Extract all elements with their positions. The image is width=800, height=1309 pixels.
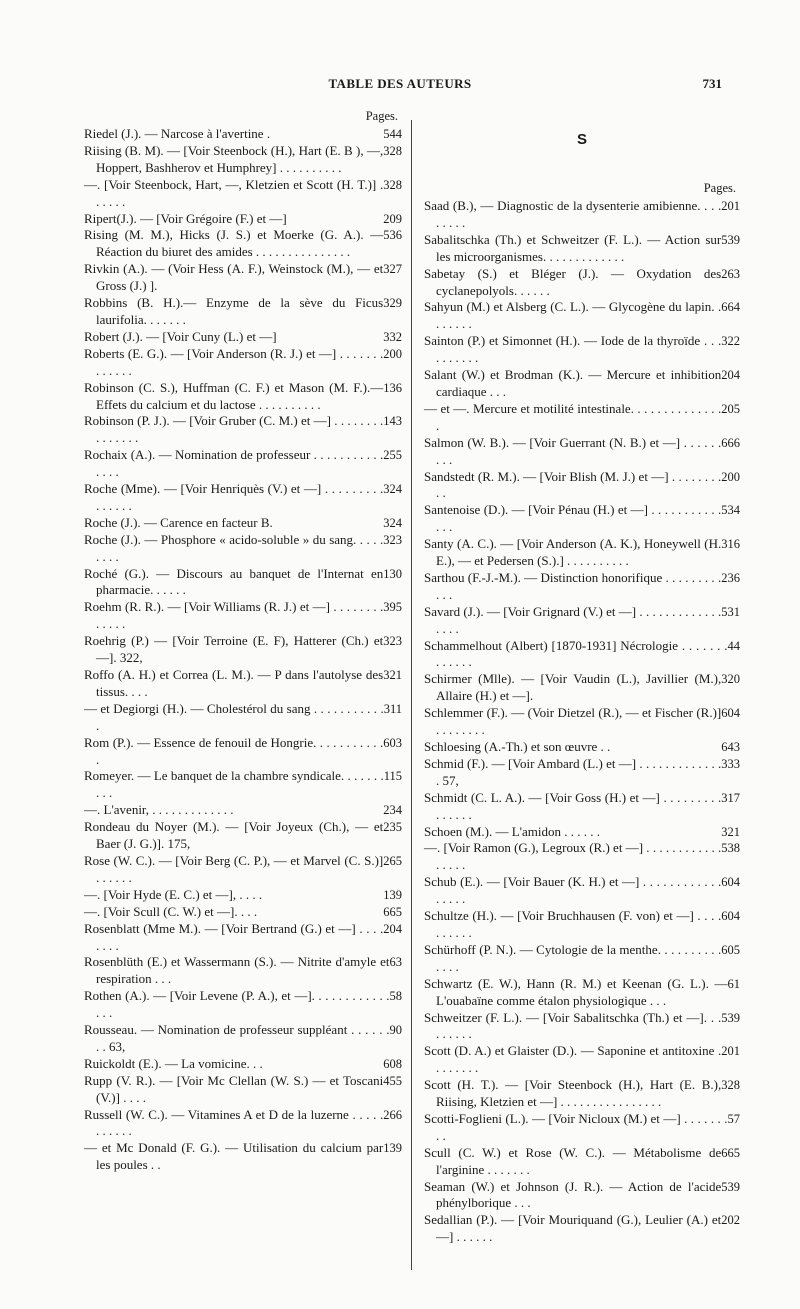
- entry-text: Sedallian (P.). — [Voir Mouriquand (G.), Leulier (A.) et —] . . . . . .: [424, 1212, 722, 1245]
- index-entry: [84, 413, 402, 447]
- entry-page: 63: [389, 955, 402, 970]
- index-entry: [84, 1073, 402, 1107]
- entry-page: 201: [721, 1044, 740, 1059]
- entry-text: —. [Voir Hyde (E. C.) et —], . . . .: [84, 886, 263, 902]
- entry-text: Sainton (P.) et Simonnet (H.). — Iode de la thyroïde . . . . . . . . . .: [424, 333, 722, 366]
- index-entry: [84, 126, 402, 143]
- page-number: 731: [702, 76, 722, 91]
- entry-page: 57: [727, 1111, 740, 1126]
- entry-page: 209: [383, 211, 402, 226]
- index-entry: [84, 701, 402, 735]
- index-entry: [84, 1056, 402, 1073]
- entry-text: Schürhoff (P. N.). — Cytologie de la menthe. . . . . . . . . . . . . .: [424, 941, 722, 974]
- index-entry: [84, 143, 402, 177]
- entry-page: 455: [383, 1073, 402, 1088]
- index-entry: [424, 299, 740, 333]
- index-entry: [84, 599, 402, 633]
- entry-page: 539: [721, 1179, 740, 1194]
- entry-text: Schmidt (C. L. A.). — [Voir Goss (H.) et —] . . . . . . . . . . . . . . .: [424, 789, 722, 822]
- entry-page: 322: [721, 334, 740, 349]
- index-entry: [424, 1043, 740, 1077]
- entry-page: 321: [383, 668, 402, 682]
- entry-page: 130: [383, 566, 402, 581]
- entry-text: Romeyer. — Le banquet de la chambre syndicale. . . . . . . . . .: [84, 768, 384, 801]
- entry-text: Schirmer (Mlle). — [Voir Vaudin (L.), Javillier (M.), Allaire (H.) et —].: [424, 671, 722, 704]
- index-entry: [84, 295, 402, 329]
- index-entry: [84, 532, 402, 566]
- entry-page: 664: [721, 300, 740, 315]
- entry-text: — et Mc Donald (F. G.). — Utilisation du calcium par les poules . .: [84, 1140, 384, 1173]
- entry-page: 665: [721, 1145, 740, 1160]
- right-entry-list: [424, 198, 740, 1246]
- entry-text: Roché (G.). — Discours au banquet de l'Internat en pharmacie. . . . . .: [84, 565, 384, 598]
- index-entry: [84, 177, 402, 211]
- entry-page: 539: [721, 232, 740, 247]
- entry-text: Roffo (A. H.) et Correa (L. M.). — P dans l'autolyse des tissus. . . .: [84, 667, 384, 699]
- index-entry: [84, 227, 402, 261]
- entry-page: 538: [721, 841, 740, 856]
- index-entry: [84, 954, 402, 988]
- index-entry: [424, 435, 740, 469]
- index-entry: [84, 481, 402, 515]
- entry-page: 604: [721, 875, 740, 890]
- entry-text: Riising (B. M). — [Voir Steenbock (H.), Hart (E. B ), —, Hoppert, Bashherov et Humphrey] . . . . . . . . . .: [84, 142, 384, 175]
- index-entry: [424, 1145, 740, 1179]
- entry-text: Rupp (V. R.). — [Voir Mc Clellan (W. S.) — et Toscani (V.)] . . . .: [84, 1072, 384, 1105]
- entry-text: Robinson (P. J.). — [Voir Gruber (C. M.) et —] . . . . . . . . . . . . . . .: [84, 413, 384, 446]
- entry-page: 321: [721, 824, 740, 839]
- index-entry: [424, 333, 740, 367]
- entry-text: Schloesing (A.-Th.) et son œuvre . .: [424, 739, 611, 754]
- entry-page: 605: [721, 942, 740, 957]
- entry-text: Rose (W. C.). — [Voir Berg (C. P.), — et Marvel (C. S.)] . . . . . .: [84, 852, 384, 885]
- entry-page: 320: [721, 672, 740, 687]
- index-entry: [84, 887, 402, 904]
- entry-page: 316: [721, 537, 740, 552]
- index-entry: [424, 604, 740, 638]
- index-entry: [424, 874, 740, 908]
- entry-page: 604: [721, 909, 740, 924]
- entry-page: 200: [721, 469, 740, 484]
- entry-page: 333: [721, 756, 740, 771]
- index-entry: [424, 1111, 740, 1145]
- entry-page: 666: [721, 435, 740, 450]
- index-entry: [424, 739, 740, 756]
- entry-text: Schmid (F.). — [Voir Ambard (L.) et —] . . . . . . . . . . . . . . 57,: [424, 755, 722, 788]
- entry-page: 115: [383, 769, 402, 784]
- entry-page: 90: [389, 1023, 402, 1038]
- index-entry: [84, 802, 402, 819]
- entry-page: 235: [383, 820, 402, 835]
- entry-page: 44: [727, 638, 740, 653]
- entry-text: Scott (D. A.) et Glaister (D.). — Saponine et antitoxine . . . . . . . .: [424, 1043, 722, 1076]
- index-entry: [424, 908, 740, 942]
- index-entry: [424, 401, 740, 435]
- entry-text: —. [Voir Scull (C. W.) et —]. . . .: [84, 903, 258, 919]
- entry-page: 202: [721, 1213, 740, 1228]
- entry-text: Santy (A. C.). — [Voir Anderson (A. K.), Honeywell (H. E.), — et Pedersen (S.).] . . . . . . . . . .: [424, 536, 722, 569]
- index-entry: [84, 566, 402, 600]
- entry-page: 234: [383, 803, 402, 818]
- pages-label: Pages.: [365, 109, 398, 123]
- entry-page: 544: [383, 127, 402, 141]
- index-entry: [84, 768, 402, 802]
- entry-page: 255: [383, 448, 402, 463]
- entry-page: 531: [721, 604, 740, 619]
- index-entry: [84, 633, 402, 667]
- entry-text: Rivkin (A.). — (Voir Hess (A. F.), Weinstock (M.), — et Gross (J.) ].: [84, 261, 384, 294]
- entry-page: 324: [383, 515, 402, 530]
- entry-page: 205: [721, 401, 740, 416]
- index-entry: [424, 790, 740, 824]
- entry-text: Rosenblüth (E.) et Wassermann (S.). — Nitrite d'amyle et respiration . . .: [84, 954, 390, 987]
- entry-page: 311: [383, 701, 402, 716]
- entry-page: 603: [383, 735, 402, 750]
- entry-page: 204: [383, 921, 402, 936]
- index-entry: [424, 1179, 740, 1213]
- index-entry: [424, 840, 740, 874]
- entry-page: 328: [383, 177, 402, 192]
- entry-text: —. L'avenir, . . . . . . . . . . . . .: [84, 802, 234, 818]
- entry-text: Santenoise (D.). — [Voir Pénau (H.) et —] . . . . . . . . . . . . . .: [424, 502, 722, 535]
- entry-text: Scull (C. W.) et Rose (W. C.). — Métabolisme de l'arginine . . . . . . .: [424, 1144, 722, 1177]
- entry-text: Schweitzer (F. L.). — [Voir Sabalitschka (Th.) et —]. . . . . . . . .: [424, 1009, 722, 1042]
- entry-text: Roche (J.). — Phosphore « acido-soluble » du sang. . . . . . . . .: [84, 531, 384, 564]
- entry-text: Savard (J.). — [Voir Grignard (V.) et —] . . . . . . . . . . . . . . . . .: [424, 603, 722, 636]
- index-entry: [424, 1077, 740, 1111]
- entry-text: Schammelhout (Albert) [1870-1931] Nécrologie . . . . . . . . . . . . .: [424, 637, 728, 670]
- entry-text: Salant (W.) et Brodman (K.). — Mercure et inhibition cardiaque . . .: [424, 367, 722, 399]
- index-entry: [424, 1010, 740, 1044]
- entry-page: 534: [721, 503, 740, 518]
- entry-text: Scotti-Foglieni (L.). — [Voir Nicloux (M.) et —] . . . . . . . . .: [424, 1110, 728, 1143]
- entry-page: 204: [721, 368, 740, 383]
- entry-text: Sarthou (F.-J.-M.). — Distinction honorifique . . . . . . . . . . . .: [424, 569, 722, 602]
- index-entry: [424, 232, 740, 266]
- entry-text: Seaman (W.) et Johnson (J. R.). — Action de l'acide phénylborique . . .: [424, 1178, 722, 1211]
- index-entry: [84, 667, 402, 701]
- index-entry: [84, 988, 402, 1022]
- section-letter: S: [576, 131, 587, 148]
- entry-page: 200: [383, 346, 402, 361]
- entry-page: 265: [383, 853, 402, 868]
- entry-page: 263: [721, 266, 740, 281]
- entry-page: 236: [721, 570, 740, 585]
- page-header: [0, 76, 800, 96]
- entry-text: Roehm (R. R.). — [Voir Williams (R. J.) et —] . . . . . . . . . . . . .: [84, 599, 384, 632]
- index-entry: [424, 671, 740, 705]
- right-column: [424, 106, 740, 1246]
- entry-text: Saad (B.), — Diagnostic de la dysenterie amibienne. . . . . . . . .: [424, 198, 722, 230]
- entry-page: 58: [389, 989, 402, 1004]
- entry-page: 539: [721, 1010, 740, 1025]
- index-entry: [424, 536, 740, 570]
- index-entry: [424, 198, 740, 232]
- column-divider: [411, 120, 412, 1270]
- entry-page: 328: [383, 143, 402, 158]
- index-entry: [424, 756, 740, 790]
- entry-text: Rondeau du Noyer (M.). — [Voir Joyeux (Ch.), — et Baer (J. G.)]. 175,: [84, 819, 384, 852]
- entry-text: Rochaix (A.). — Nomination de professeur . . . . . . . . . . . . . . .: [84, 447, 384, 480]
- entry-page: 143: [383, 414, 402, 429]
- entry-page: 266: [383, 1107, 402, 1122]
- entry-page: 201: [721, 199, 740, 213]
- entry-text: Sabetay (S.) et Bléger (J.). — Oxydation des cyclanepolyols. . . . . .: [424, 265, 722, 298]
- entry-text: Roche (J.). — Carence en facteur B.: [84, 514, 273, 530]
- entry-text: Riedel (J.). — Narcose à l'avertine .: [84, 126, 271, 141]
- entry-page: 323: [383, 634, 402, 649]
- index-entry: [84, 211, 402, 228]
- index-entry: [424, 638, 740, 672]
- entry-page: 332: [383, 329, 402, 344]
- entry-page: 139: [383, 887, 402, 902]
- entry-page: 329: [383, 296, 402, 311]
- entry-text: Roehrig (P.) — [Voir Terroine (E. F), Hatterer (Ch.) et —]. 322,: [84, 633, 384, 666]
- entry-text: Ripert(J.). — [Voir Grégoire (F.) et —]: [84, 210, 287, 226]
- entry-text: — et —. Mercure et motilité intestinale. . . . . . . . . . . . . . .: [424, 400, 722, 433]
- entry-page: 61: [727, 976, 740, 991]
- index-entry: [424, 570, 740, 604]
- entry-text: Rising (M. M.), Hicks (J. S.) et Moerke (G. A.). — Réaction du biuret des amides . . . . . . . . . . . . . . .: [84, 227, 384, 260]
- entry-page: 604: [721, 706, 740, 721]
- index-entry: [84, 261, 402, 295]
- index-entry: [84, 515, 402, 532]
- entry-text: Sabalitschka (Th.) et Schweitzer (F. L.). — Action sur les microorganismes. . . . . . . . . . . . .: [424, 231, 722, 264]
- entry-text: Schlemmer (F.). — (Voir Dietzel (R.), — et Fischer (R.)] . . . . . . . .: [424, 705, 722, 738]
- entry-text: Sahyun (M.) et Alsberg (C. L.). — Glycogène du lapin. . . . . . . .: [424, 299, 722, 332]
- index-entry: [84, 904, 402, 921]
- entry-page: 317: [721, 790, 740, 805]
- index-entry: [424, 942, 740, 976]
- entry-text: Roberts (E. G.). — [Voir Anderson (R. J.) et —] . . . . . . . . . . . . .: [84, 345, 384, 378]
- entry-text: — et Degiorgi (H.). — Cholestérol du sang . . . . . . . . . . . .: [84, 700, 384, 733]
- index-entry: [84, 819, 402, 853]
- index-entry: [424, 502, 740, 536]
- index-entry: [84, 1022, 402, 1056]
- entry-page: 536: [383, 228, 402, 243]
- entry-page: 324: [383, 482, 402, 497]
- index-entry: [84, 853, 402, 887]
- entry-text: Rothen (A.). — [Voir Levene (P. A.), et —]. . . . . . . . . . . . . . .: [84, 988, 390, 1021]
- entry-text: Robinson (C. S.), Huffman (C. F.) et Mason (M. F.).— Effets du calcium et du lactose . . . . . . . . . .: [84, 379, 384, 412]
- index-entry: [84, 735, 402, 769]
- entry-text: —. [Voir Steenbock, Hart, —, Kletzien et Scott (H. T.)] . . . . . .: [84, 176, 384, 209]
- entry-text: Schub (E.). — [Voir Bauer (K. H.) et —] . . . . . . . . . . . . . . . . .: [424, 874, 722, 907]
- entry-page: 608: [383, 1056, 402, 1071]
- entry-page: 665: [383, 904, 402, 919]
- index-entry: [424, 469, 740, 503]
- entry-text: Rosenblatt (Mme M.). — [Voir Bertrand (G.) et —] . . . . . . . .: [84, 920, 384, 953]
- entry-page: 395: [383, 600, 402, 615]
- index-entry: [424, 1212, 740, 1246]
- index-entry: [424, 705, 740, 739]
- entry-text: Roche (Mme). — [Voir Henriquès (V.) et —] . . . . . . . . . . . . . . .: [84, 481, 384, 513]
- entry-text: Schultze (H.). — [Voir Bruchhausen (F. von) et —] . . . . . . . . . .: [424, 908, 722, 940]
- entry-text: Russell (W. C.). — Vitamines A et D de la luzerne . . . . . . . . . . .: [84, 1106, 384, 1139]
- entry-text: Rousseau. — Nomination de professeur suppléant . . . . . . . . 63,: [84, 1022, 390, 1054]
- entry-page: 139: [383, 1141, 402, 1156]
- entry-text: Ruickoldt (E.). — La vomicine. . .: [84, 1055, 263, 1071]
- left-entry-list: [84, 126, 402, 1174]
- left-column: [84, 106, 402, 1174]
- entry-page: 328: [721, 1078, 740, 1093]
- index-entry: [84, 447, 402, 481]
- entry-text: Salmon (W. B.). — [Voir Guerrant (N. B.) et —] . . . . . . . . .: [424, 434, 722, 467]
- index-entry: [84, 380, 402, 414]
- entry-page: 323: [383, 532, 402, 547]
- entry-text: Schwartz (E. W.), Hann (R. M.) et Keenan (G. L.). — L'ouabaïne comme étalon physiologique . . .: [424, 975, 728, 1008]
- entry-page: 643: [721, 740, 740, 754]
- entry-text: Robert (J.). — [Voir Cuny (L.) et —]: [84, 328, 277, 344]
- entry-text: Rom (P.). — Essence de fenouil de Hongrie. . . . . . . . . . . .: [84, 734, 384, 767]
- index-entry: [424, 824, 740, 841]
- entry-text: Scott (H. T.). — [Voir Steenbock (H.), Hart (E. B.), Riising, Kletzien et —] . . . . . . . . . . . . . . . .: [424, 1077, 722, 1110]
- index-entry: [84, 329, 402, 346]
- page-title: TABLE DES AUTEURS: [328, 76, 472, 91]
- index-entry: [84, 1107, 402, 1141]
- index-entry: [424, 266, 740, 300]
- entry-page: 136: [383, 380, 402, 395]
- entry-text: Sandstedt (R. M.). — [Voir Blish (M. J.) et —] . . . . . . . . . .: [424, 468, 722, 501]
- index-entry: [84, 921, 402, 955]
- pages-label: Pages.: [703, 181, 736, 195]
- index-entry: [424, 976, 740, 1010]
- entry-text: Schoen (M.). — L'amidon . . . . . .: [424, 823, 601, 839]
- entry-text: —. [Voir Ramon (G.), Legroux (R.) et —] . . . . . . . . . . . . . . . . .: [424, 840, 722, 873]
- entry-page: 327: [383, 262, 402, 277]
- index-entry: [424, 367, 740, 401]
- entry-text: Robbins (B. H.).— Enzyme de la sève du Ficus laurifolia. . . . . . .: [84, 295, 384, 327]
- index-entry: [84, 346, 402, 380]
- index-entry: [84, 1140, 402, 1174]
